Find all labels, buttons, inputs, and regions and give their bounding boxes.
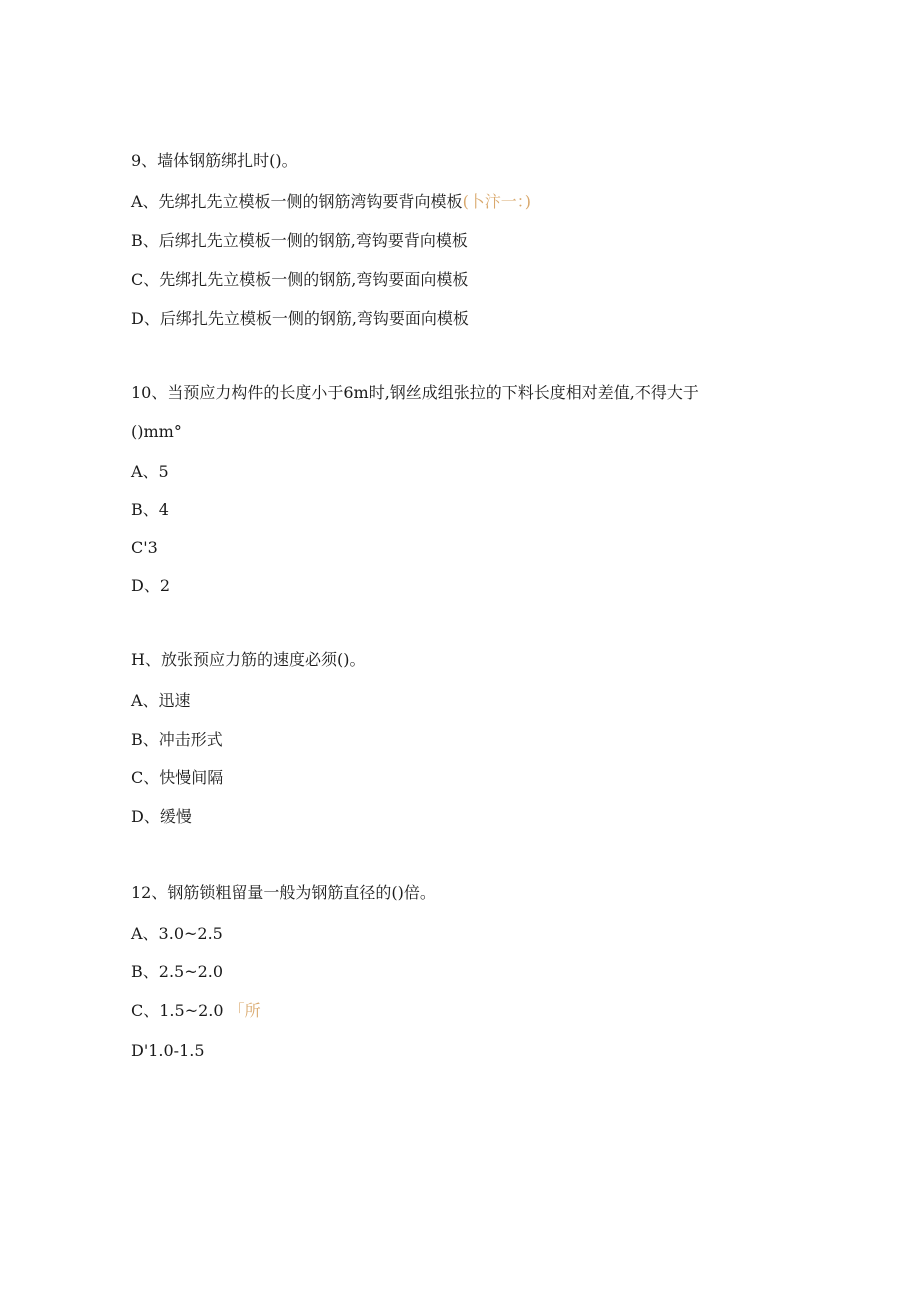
question-10-stem: 10、当预应力构件的长度小于6m时,钢丝成组张拉的下料长度相对差值,不得大于 bbox=[131, 383, 699, 402]
question-11-stem: H、放张预应力筋的速度必须()。 bbox=[131, 650, 366, 669]
question-12-option-c bbox=[131, 1001, 261, 1021]
question-11-option-d: D、缓慢 bbox=[131, 807, 192, 826]
question-9-option-c: C、先绑扎先立模板一侧的钢筋,弯钩要面向模板 bbox=[131, 270, 469, 289]
question-12-option-a: A、3.0~2.5 bbox=[131, 924, 223, 943]
question-11-option-a: A、迅速 bbox=[131, 691, 191, 710]
option-text: A、先绑扎先立模板一侧的钢筋湾钩要背向模板 bbox=[131, 192, 463, 211]
question-11-option-c: C、快慢间隔 bbox=[131, 768, 224, 787]
handwritten-annotation: 「所 bbox=[228, 1001, 261, 1020]
question-12-stem: 12、钢筋锁粗留量一般为钢筋直径的()倍。 bbox=[131, 883, 436, 902]
question-10-option-b: B、4 bbox=[131, 500, 169, 519]
option-text: C、1.5~2.0 bbox=[131, 1001, 224, 1020]
question-10-option-a: A、5 bbox=[131, 462, 169, 481]
question-9-stem: 9、墙体钢筋绑扎时()。 bbox=[131, 151, 298, 170]
question-11-option-b: B、冲击形式 bbox=[131, 730, 223, 749]
question-10-stem-continuation: ()mm° bbox=[131, 422, 182, 441]
question-9-option-b: B、后绑扎先立模板一侧的钢筋,弯钩要背向模板 bbox=[131, 231, 468, 250]
question-9-option-a bbox=[131, 192, 531, 212]
handwritten-annotation: (卜汴一：) bbox=[462, 192, 532, 211]
question-10-option-d: D、2 bbox=[131, 576, 171, 595]
question-12-option-d: D'1.0-1.5 bbox=[131, 1041, 205, 1060]
question-9-option-d: D、后绑扎先立模板一侧的钢筋,弯钩要面向模板 bbox=[131, 309, 469, 328]
question-10-option-c: C'3 bbox=[131, 538, 158, 557]
question-12-option-b: B、2.5~2.0 bbox=[131, 962, 224, 981]
